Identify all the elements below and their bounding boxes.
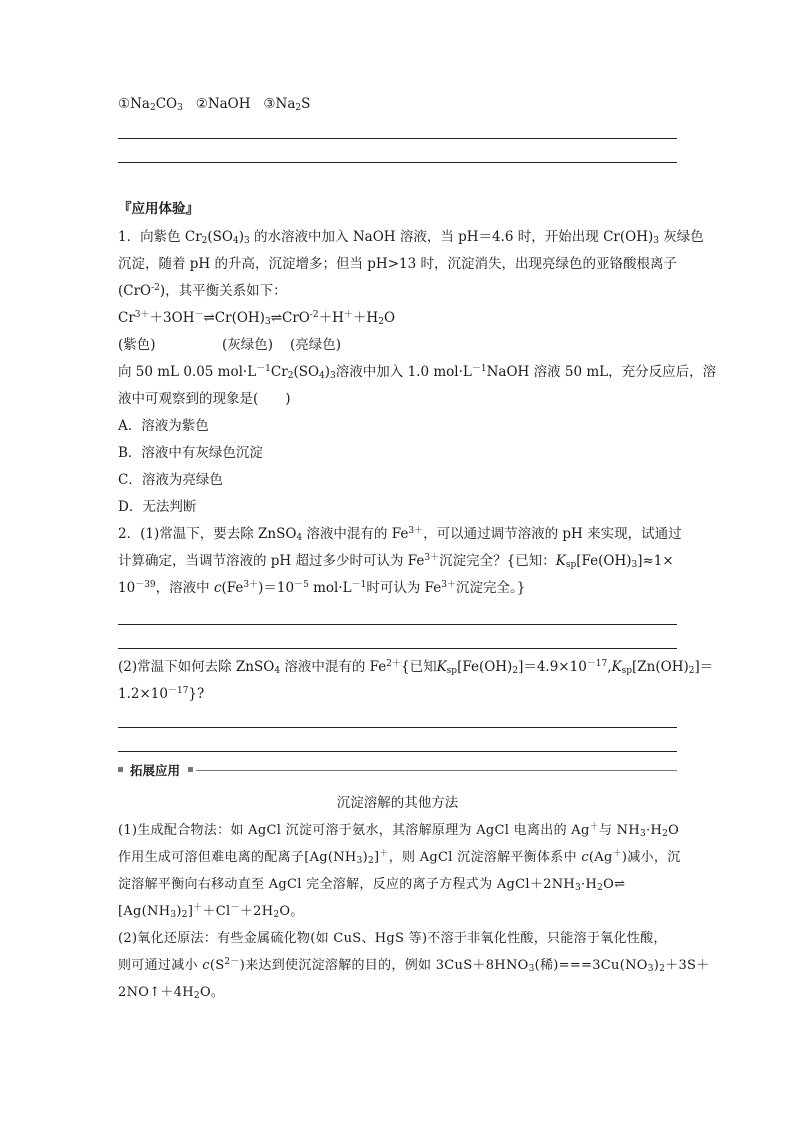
ext-a-line-3: 淀溶解平衡向右移动直至 AgCl 完全溶解，反应的离子方程式为 $AgCl+2NH_3\cdot H_2O\rightleftharpoons$ xyxy=(118,877,626,893)
ext-a-line-4: $[Ag(NH_3)_2]^++Cl^-+2H_2O$。 xyxy=(118,903,304,920)
q1-line-3: (CrO$^{-2}$)，其平衡关系如下： xyxy=(118,283,287,299)
color-label-bright-green: (亮绿色) xyxy=(290,337,342,353)
q1-equilibrium-equation: $Cr^{3+}+3OH^-\rightleftharpoons Cr(OH)_3\rightleftharpoons CrO^{-2}+H^++H_2O$ xyxy=(118,310,396,327)
ext-a-line-2: 作用生成可溶但难电离的配离子$[Ag(NH_3)_2]^+$，则 AgCl 沉淀溶解平衡体系中 c(Ag＋)减小，沉 xyxy=(118,849,681,866)
q1-option-d[interactable]: D．无法判断 xyxy=(118,499,197,515)
ext-b-line-1: (2)氧化还原法：有些金属硫化物(如 CuS、HgS 等)不溶于非氧化性酸，只能溶于氧化性酸， xyxy=(118,931,667,946)
answer-line xyxy=(118,624,677,625)
extension-label: 拓展应用 xyxy=(130,763,181,778)
q1-line-6: 液中可观察到的现象是( ) xyxy=(118,391,291,407)
answer-line xyxy=(118,162,677,163)
ext-b-line-2: 则可通过减小 $c(S^{2-})$来达到使沉淀溶解的目的，例如 $3CuS+8HNO_3$(稀)$===3Cu(NO_3)_2+3S+$ xyxy=(118,957,710,974)
q2-part2-line-2: $1.2\times 10^{-17}$}? xyxy=(118,686,205,702)
section-title: 『应用体验』 xyxy=(118,201,199,217)
q2-line-1: 2．(1)常温下，要去除 ZnSO$_4$ 溶液中混有的 $Fe^{3+}$，可以通过调节溶液的 pH 来实现，试通过 xyxy=(118,526,682,543)
color-label-purple: (紫色) xyxy=(118,337,156,353)
q1-line-5: 向 50 mL 0.05 $mol\cdot L^{-1}Cr_2(SO_4)_3$溶液中加入 1.0 $mol\cdot L^{-1}NaOH$ 溶液 50 mL，充分反应后，溶 xyxy=(118,364,717,381)
extension-header xyxy=(118,761,677,781)
q1-option-b[interactable]: B．溶液中有灰绿色沉淀 xyxy=(118,445,263,461)
intro-line: $①Na_2CO_3$ ②NaOH $③Na_2S$ xyxy=(118,96,311,113)
answer-line xyxy=(118,751,677,752)
answer-line xyxy=(118,727,677,728)
q1-option-a[interactable]: A．溶液为紫色 xyxy=(118,418,209,434)
extension-title: 沉淀溶解的其他方法 xyxy=(336,795,459,811)
q1-line-2: 沉淀，随着 pH 的升高，沉淀增多；但当 pH>13 时，沉淀消失，出现亮绿色的亚铬酸根离子 xyxy=(118,256,677,272)
ext-a-line-1: (1)生成配合物法：如 AgCl 沉淀可溶于氨水，其溶解原理为 AgCl 电离出的 Ag＋与 $NH_3\cdot H_2O$ xyxy=(118,822,680,839)
square-bullet-icon xyxy=(188,767,193,772)
q2-line-3: $10^{-39}$，溶液中 $c(Fe^{3+})=10^{-5}$ $mol\cdot L^{-1}$时可认为 $Fe^{3+}$沉淀完全。} xyxy=(118,580,526,596)
q2-line-2: 计算确定，当调节溶液的 pH 超过多少时可认为 $Fe^{3+}$沉淀完全？{已知：$K_{sp}[Fe(OH)_3]\approx 1\times$ xyxy=(118,553,674,570)
q1-line-1: 1．向紫色 $Cr_2(SO_4)_3$ 的水溶液中加入 NaOH 溶液，当 pH＝4.6 时，开始出现 $Cr(OH)_3$ 灰绿色 xyxy=(118,229,704,246)
divider xyxy=(196,770,677,771)
answer-line xyxy=(118,648,677,649)
square-bullet-icon xyxy=(118,767,123,772)
color-label-gray-green: (灰绿色) xyxy=(222,337,274,353)
q2-part2-line-1: (2)常温下如何去除 ZnSO$_4$ 溶液中混有的 $Fe^{2+}${已知$K_{sp}[Fe(OH)_2]=4.9\times 10^{-17},K_{sp}[Zn(OH)_2]=$ xyxy=(118,659,714,676)
q1-option-c[interactable]: C．溶液为亮绿色 xyxy=(118,472,223,488)
answer-line xyxy=(118,138,677,139)
ext-b-line-3: $2NO↑+4H_2O$。 xyxy=(118,985,225,1001)
